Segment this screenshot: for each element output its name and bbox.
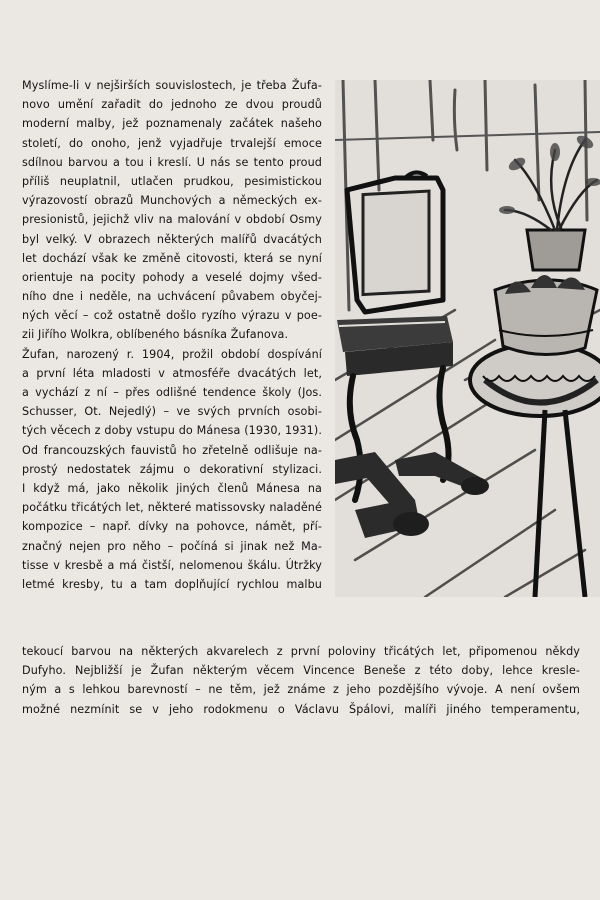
- text-line: sdílnou barvou a tou i kreslí. U nás se tento proud: [22, 155, 322, 169]
- text-line: tých věcech z doby vstupu do Mánesa (1930, 1931).: [22, 424, 322, 438]
- text-line: Myslíme-li v nejširších souvislostech, je třeba Žufa-: [22, 79, 322, 92]
- text-line: možné nezmínit se v jeho rodokmenu o Václavu Špálovi, malíři jiného temperamentu,: [22, 702, 580, 716]
- text-line: století, do onoho, jenž vyjadřuje trvalejší emoce: [22, 136, 322, 150]
- text-line: kompozice – např. dívky na pohovce, námět, pří-: [22, 520, 322, 534]
- text-line: letmé kresby, tu a tam doplňující rychlou malbu: [22, 577, 322, 591]
- interior-still-life-picture: [335, 80, 600, 597]
- text-line: a první léta mladosti v atmosféře dvacátých let,: [22, 366, 322, 380]
- text-line: prostý nedostatek zájmu o dekorativní stylizaci.: [22, 462, 322, 476]
- text-line: Dufyho. Nejbližší je Žufan některým věcem Vincence Beneše z této doby, lehce kresle-: [22, 664, 580, 678]
- text-line: moderní malby, jež poznamenaly začátek našeho: [22, 117, 322, 131]
- painting-illustration: [335, 80, 600, 597]
- text-line: presionistů, jejichž vliv na malování v období Osmy: [22, 213, 322, 227]
- text-line: byl velký. V obrazech některých malířů dvacátých: [22, 232, 322, 246]
- text-line: orientuje na pocity pohody a veselé dojmy všed-: [22, 270, 322, 284]
- text-line: ných věcí – což ostatně došlo ryzího výrazu v poe-: [22, 309, 322, 323]
- text-line: zii Jiřího Wolkra, oblíbeného básníka Žufanova.: [22, 328, 289, 342]
- body-text-column: [22, 76, 322, 594]
- text-line: tekoucí barvou na některých akvarelech z první poloviny třicátých let, připomenou někdy: [22, 645, 580, 658]
- text-line: I když má, jako několik jiných členů Mánesa na: [22, 481, 322, 495]
- text-line: Od francouzských fauvistů ho zřetelně odlišuje na-: [22, 443, 322, 457]
- text-line: ným a s lehkou barevností – ne těm, jež známe z jeho pozdějšího vývoje. A není ovšem: [22, 683, 580, 697]
- text-line: ního dne i neděle, na uchvácení půvabem obyčej-: [22, 290, 322, 304]
- text-line: značný nejen pro něho – počíná si jinak než Ma-: [22, 539, 322, 553]
- body-text-full-width: [22, 642, 580, 719]
- text-line: výrazovostí obrazů Munchových a německých ex-: [22, 194, 322, 208]
- text-line: počátku třicátých let, některé matissovsky naladěné: [22, 501, 322, 515]
- text-line: Schusser, Ot. Nejedlý) – ve svých prvních osobi-: [22, 405, 322, 419]
- text-line: a vychází z ní – přes odlišné tendence školy (Jos.: [22, 386, 322, 399]
- text-line: tisse v kresbě a má čistší, nelomenou škálu. Útržky: [22, 558, 322, 572]
- text-line: příliš neuplatnil, utlačen prudkou, pesimistickou: [22, 174, 322, 188]
- text-line: let dochází však ke změně citovosti, která se nyní: [22, 251, 322, 265]
- text-line: novo umění zařadit do jednoho ze dvou proudů: [22, 98, 322, 112]
- text-line: Žufan, narozený r. 1904, prožil období dospívání: [22, 347, 322, 361]
